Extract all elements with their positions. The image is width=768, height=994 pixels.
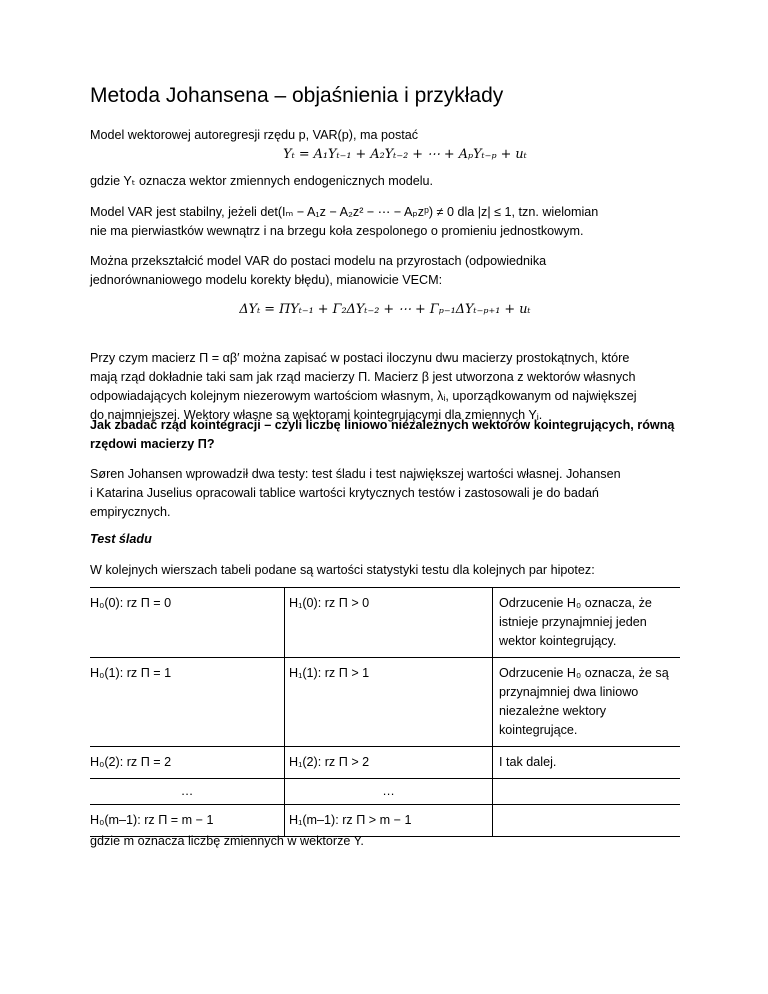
ellipsis-cell: …	[90, 779, 285, 805]
h0-cell: H₀(2): rz Π = 2	[90, 747, 285, 779]
vecm-equation: ΔYₜ = ΠYₜ₋₁ + Γ₂ΔYₜ₋₂ + ⋯ + Γₚ₋₁ΔYₜ₋ₚ₊₁ + uₜ	[239, 302, 531, 317]
pi-line-1: Przy czym macierz Π = αβ′ można zapisać w postaci iloczynu dwu macierzy prostokątnych, które	[90, 351, 630, 365]
paragraph-yt-def	[90, 172, 680, 191]
johansen-line-2: i Katarina Juselius opracowali tablice wartości krytycznych testów i zastosowali je do badań	[90, 486, 599, 500]
pi-line-4: do najmniejszej. Wektory własne są wektorami kointegrującymi dla zmiennych Yᵢ.	[90, 408, 543, 422]
stability-line-2: nie ma pierwiastków wewnątrz i na brzegu koła zespolonego o promieniu jednostkowym.	[90, 224, 584, 238]
table-row	[90, 747, 680, 779]
h1-cell: H₁(0): rz Π > 0	[285, 588, 493, 658]
h1-cell: H₁(1): rz Π > 1	[285, 658, 493, 747]
yt-definition-text: gdzie Yₜ oznacza wektor zmiennych endogenicznych modelu.	[90, 174, 434, 188]
h1-cell: H₁(m–1): rz Π > m − 1	[285, 805, 493, 837]
ellipsis-cell: …	[285, 779, 493, 805]
h0-cell: H₀(0): rz Π = 0	[90, 588, 285, 658]
johansen-line-1: Søren Johansen wprowadził dwa testy: test śladu i test największej wartości własnej. Johansen	[90, 467, 621, 481]
vecm-intro-line-2: jednorównaniowego modelu korekty błędu), mianowicie VECM:	[90, 273, 443, 287]
page-title: Metoda Johansena – objaśnienia i przykłady	[90, 84, 504, 107]
vecm-equation-block	[90, 300, 680, 319]
paragraph-table-intro	[90, 561, 680, 580]
h0-cell: H₀(m–1): rz Π = m − 1	[90, 805, 285, 837]
table-intro-text: W kolejnych wierszach tabeli podane są wartości statystyki testu dla kolejnych par hipotez:	[90, 563, 595, 577]
note-cell: I tak dalej.	[493, 747, 681, 779]
question-line-2: rzędowi macierzy Π?	[90, 437, 215, 451]
paragraph-footer	[90, 832, 680, 851]
footer-text: gdzie m oznacza liczbę zmiennych w wektorze Y.	[90, 834, 364, 848]
pi-line-3: odpowiadających kolejnym niezerowym wartościom własnym, λᵢ, uporządkowanym od największej	[90, 389, 637, 403]
stability-line-1: Model VAR jest stabilny, jeżeli det(Iₘ − A₁z − A₂z² − ⋯ − Aₚzᵖ) ≠ 0 dla |z| ≤ 1, tzn. wielomian	[90, 205, 599, 219]
table-row	[90, 588, 680, 658]
hypotheses-table	[90, 587, 680, 837]
note-cell: Odrzucenie H₀ oznacza, że są przynajmniej dwa liniowo niezależne wektory kointegrujące.	[493, 658, 681, 747]
var-equation: Yₜ = A₁Yₜ₋₁ + A₂Yₜ₋₂ + ⋯ + AₚYₜ₋ₚ + uₜ	[283, 147, 527, 162]
note-cell: Odrzucenie H₀ oznacza, że istnieje przynajmniej jeden wektor kointegrujący.	[493, 588, 681, 658]
empty-cell	[493, 779, 681, 805]
paragraph-stability	[90, 203, 680, 241]
table-row	[90, 658, 680, 747]
subheading-text: Test śladu	[90, 532, 152, 546]
trace-test-subheading	[90, 530, 680, 549]
johansen-line-3: empirycznych.	[90, 505, 171, 519]
pi-line-2: mają rząd dokładnie taki sam jak rząd macierzy Π. Macierz β jest utworzona z wektorów własnych	[90, 370, 636, 384]
question-heading	[90, 416, 680, 454]
paragraph-johansen	[90, 465, 680, 522]
question-line-1: Jak zbadać rząd kointegracji – czyli liczbę liniowo niezależnych wektorów kointegrujących, równą	[90, 418, 675, 432]
paragraph-pi-matrix	[90, 349, 680, 425]
vecm-intro-line-1: Można przekształcić model VAR do postaci modelu na przyrostach (odpowiednika	[90, 254, 547, 268]
h1-cell: H₁(2): rz Π > 2	[285, 747, 493, 779]
table-row-ellipsis	[90, 779, 680, 805]
paragraph-vecm-intro	[90, 252, 680, 290]
var-intro-text: Model wektorowej autoregresji rzędu p, VAR(p), ma postać	[90, 128, 419, 142]
h0-cell: H₀(1): rz Π = 1	[90, 658, 285, 747]
paragraph-var-intro	[90, 126, 680, 164]
